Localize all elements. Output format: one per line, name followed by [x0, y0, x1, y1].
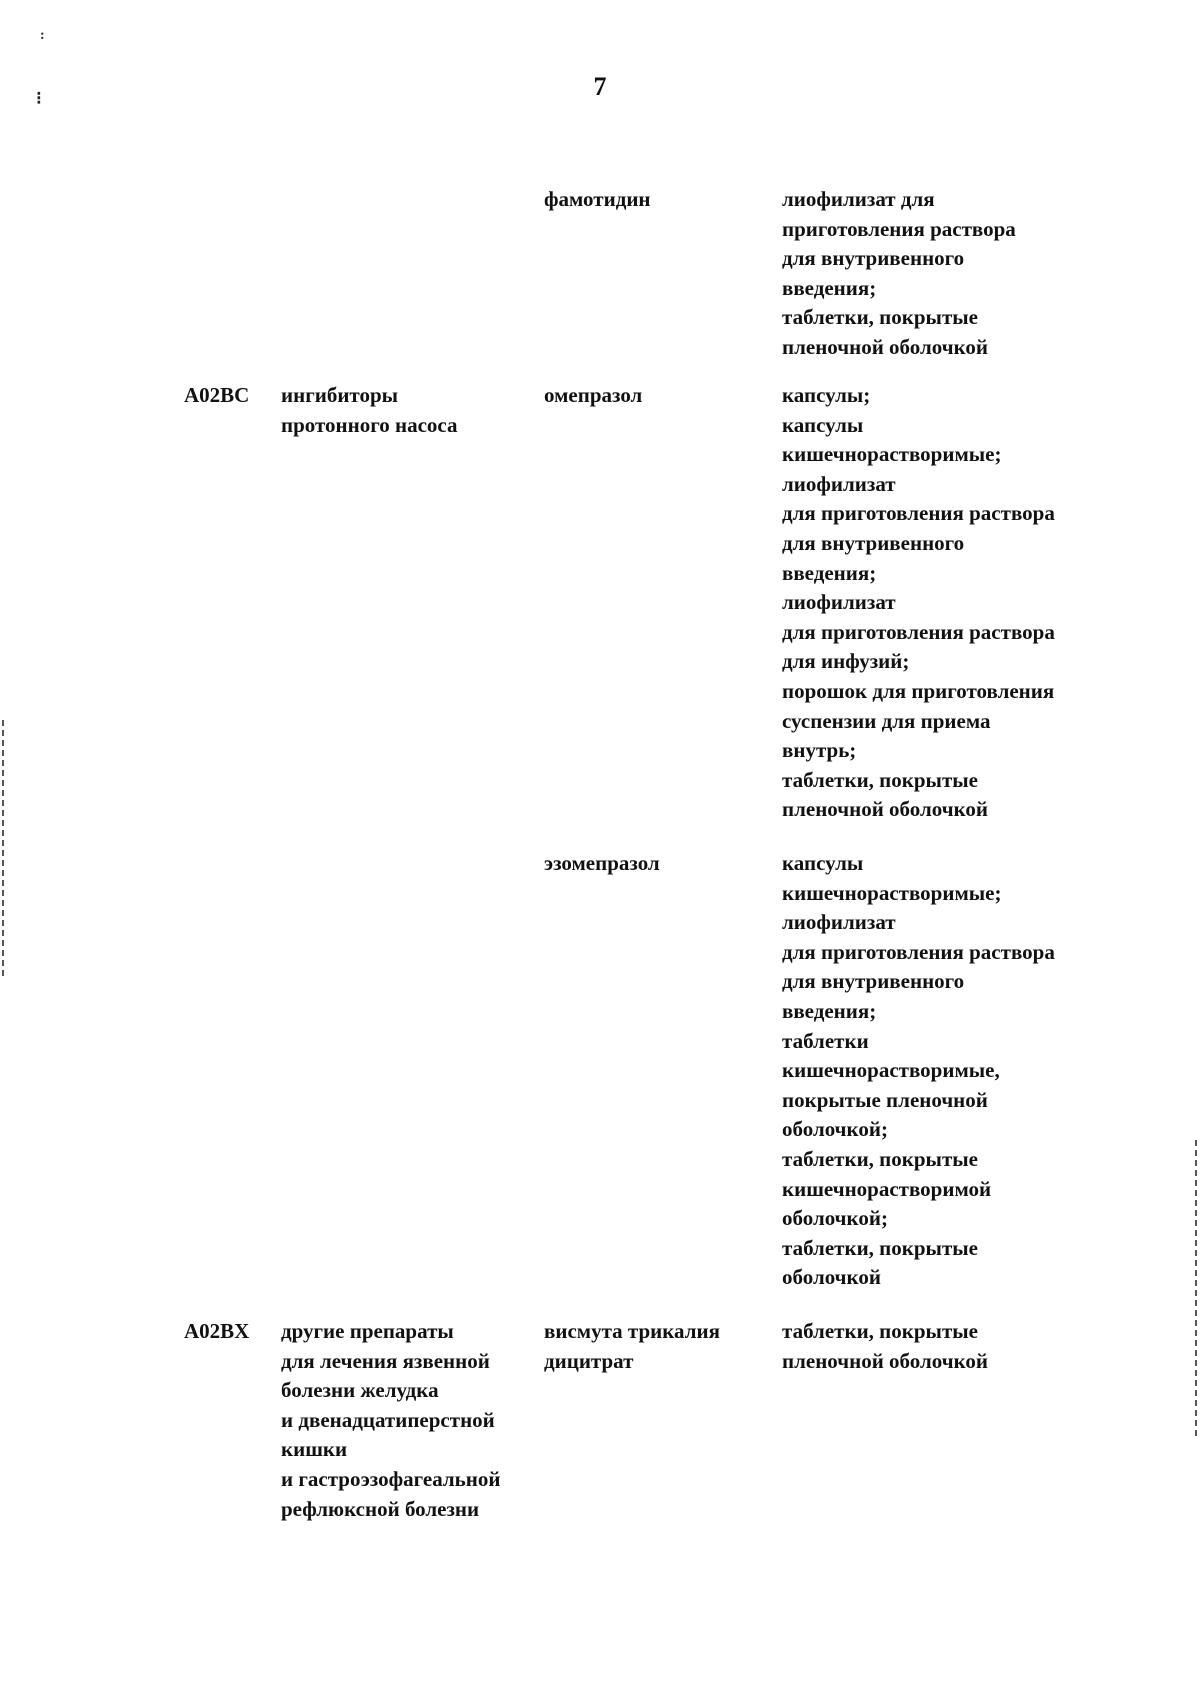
atc-code: A02BC	[184, 383, 250, 407]
dosage-forms: капсулы кишечнорастворимые; лиофилизат для приготовления раствора для внутривенного введения; таблетки кишечнорастворимые, покрытые пленочной оболочкой; таблетки, покрытые кишечнорастворимой оболочкой; таблетки, покрытые оболочкой	[782, 851, 1055, 1290]
page-number: 7	[593, 72, 607, 101]
scan-edge-line	[2, 720, 4, 980]
dosage-forms: капсулы; капсулы кишечнорастворимые; лиофилизат для приготовления раствора для внутривенного введения; лиофилизат для приготовления раствора для инфузий; порошок для приготовления суспензии для приема внутрь; таблетки, покрытые пленочной оболочкой	[782, 383, 1055, 822]
dosage-forms: лиофилизат для приготовления раствора для внутривенного введения; таблетки, покрытые пленочной оболочкой	[782, 187, 1016, 359]
atc-code: A02BX	[184, 1319, 250, 1343]
pharmacological-group: другие препараты для лечения язвенной болезни желудка и двенадцатиперстной кишки и гастроэзофагеальной рефлюксной болезни	[281, 1319, 501, 1521]
pharmacological-group: ингибиторы протонного насоса	[281, 383, 458, 437]
scan-edge-line	[1195, 1140, 1197, 1440]
drug-name: эзомепразол	[544, 851, 660, 875]
drug-name: омепразол	[544, 383, 643, 407]
dosage-forms: таблетки, покрытые пленочной оболочкой	[782, 1319, 989, 1373]
drug-name: фамотидин	[544, 187, 651, 211]
scan-artifact-mark: ⁝	[36, 88, 42, 108]
drug-name: висмута трикалия дицитрат	[544, 1319, 720, 1373]
scan-artifact-mark: :	[40, 28, 45, 43]
